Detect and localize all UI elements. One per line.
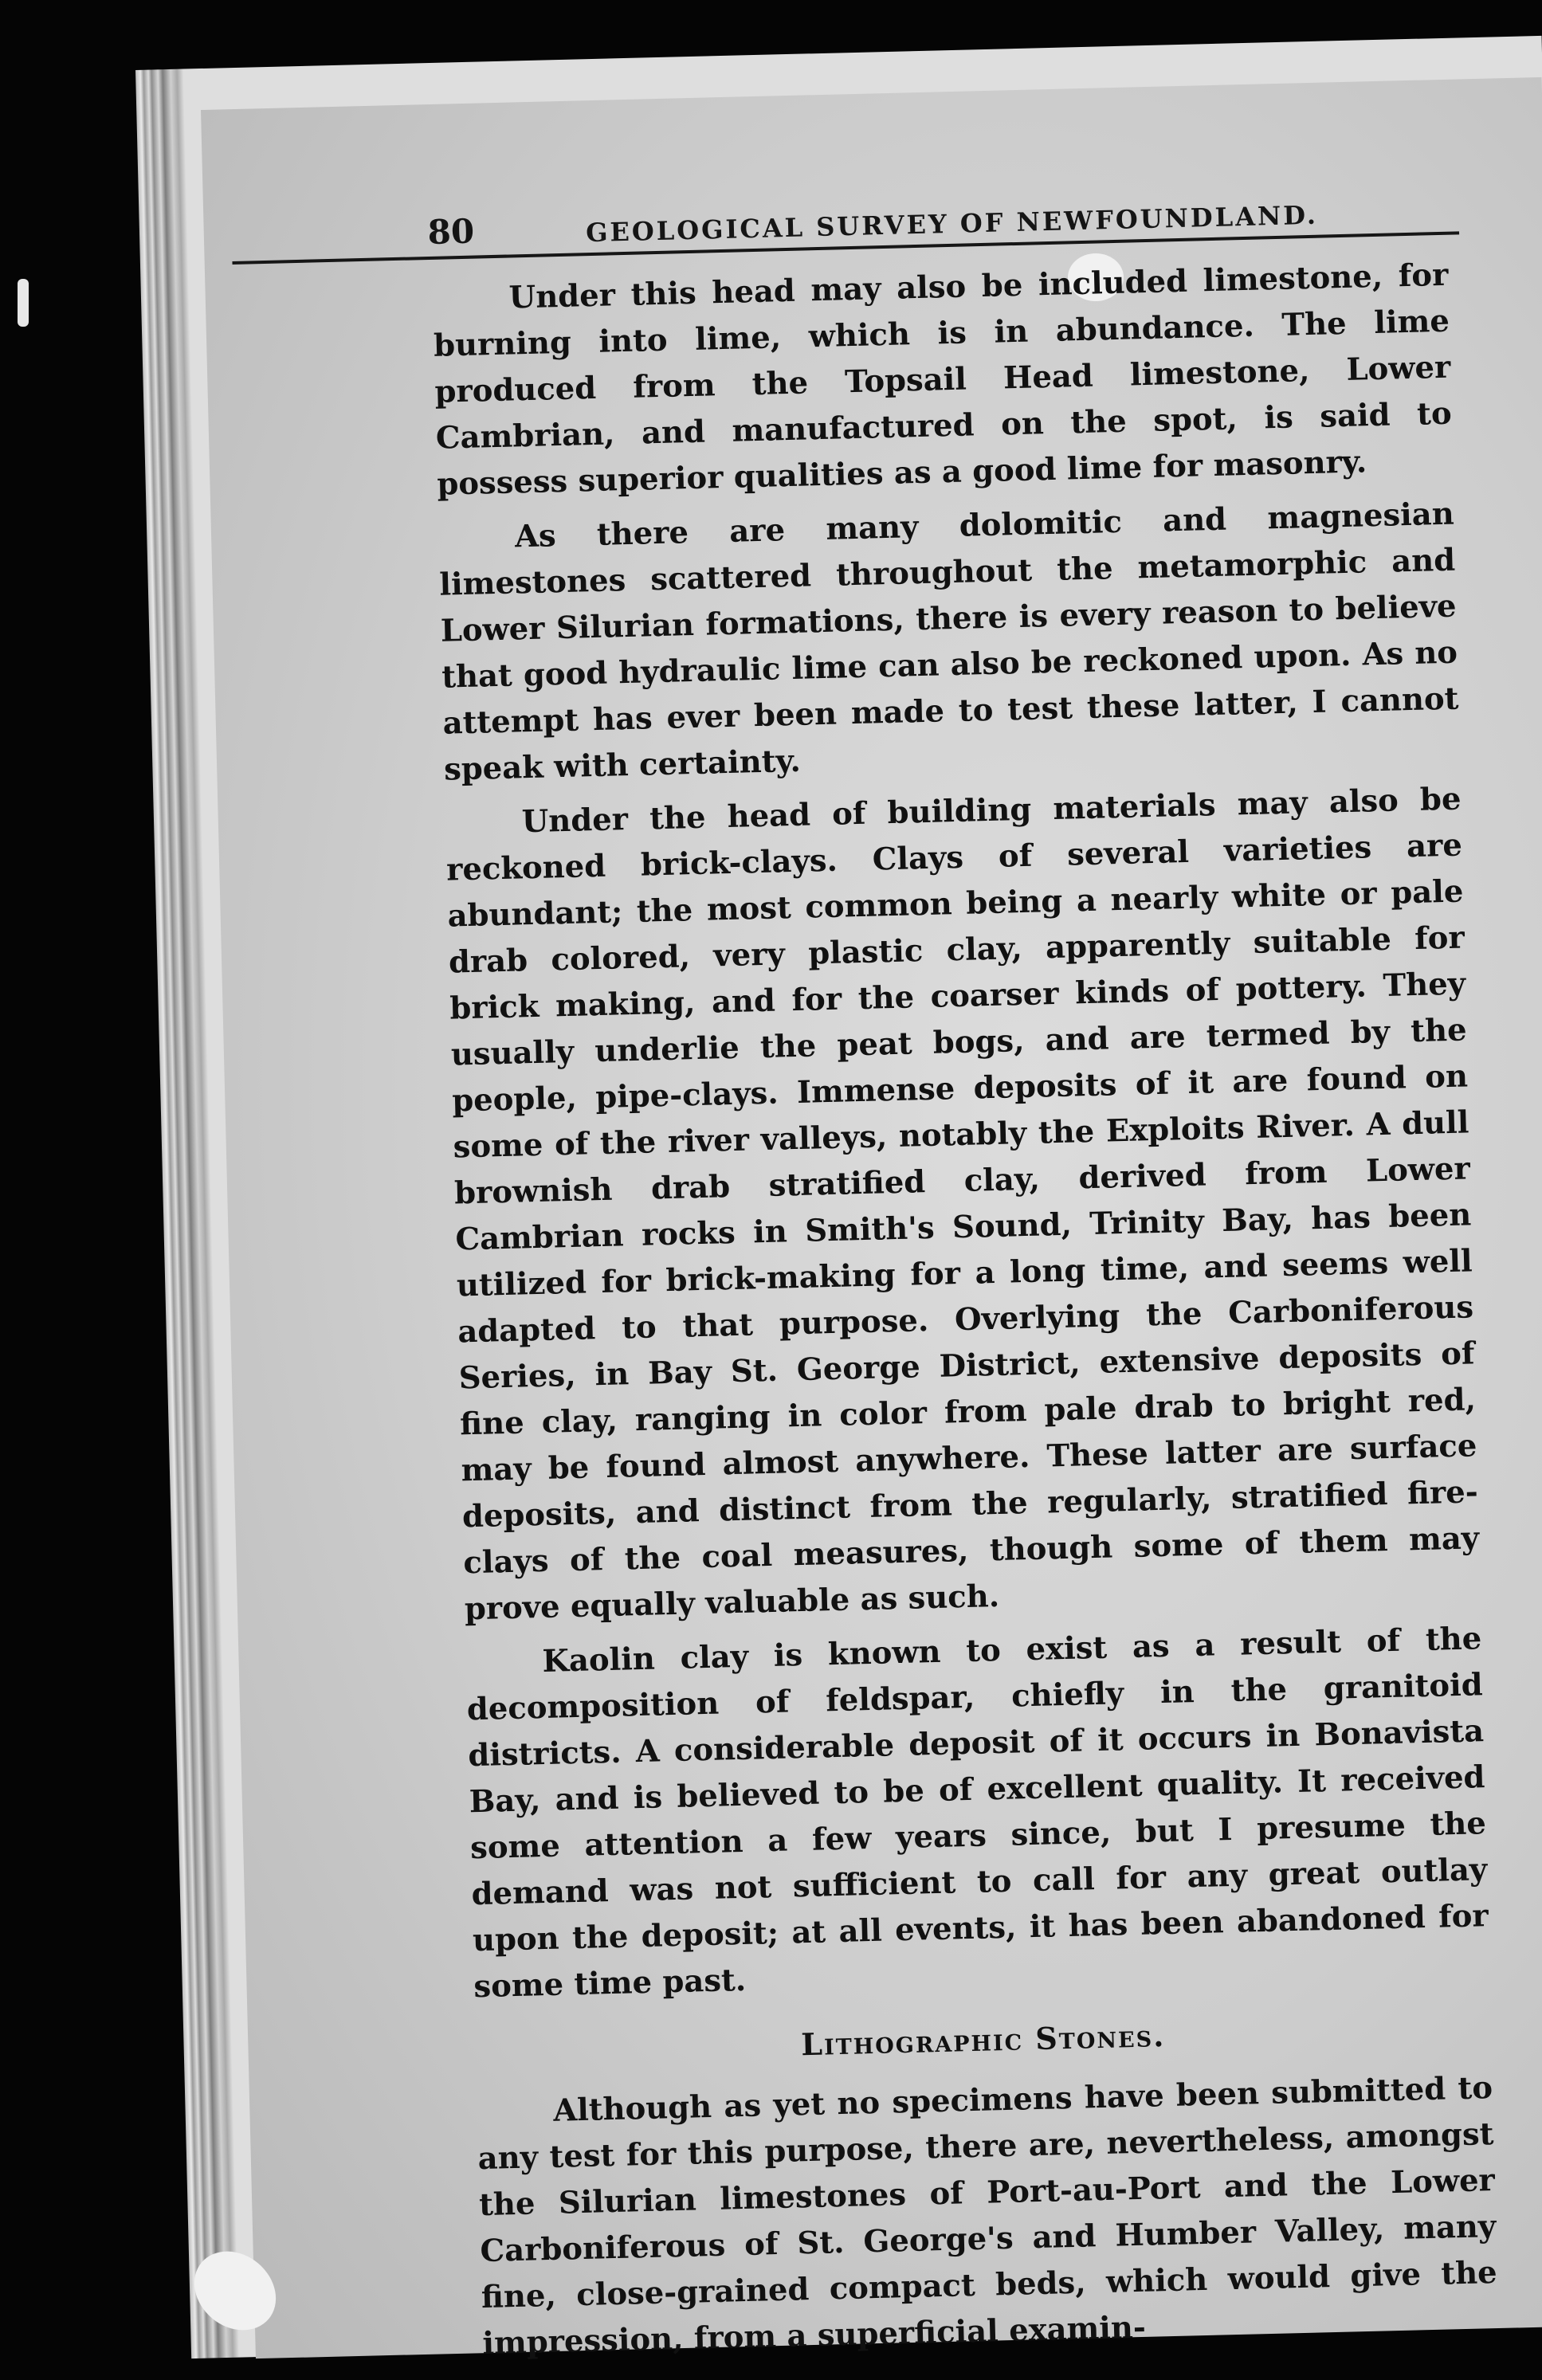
paragraph: Although as yet no specimens have been submitted to any test for this purpose, there are, nevertheless, amongst the Silurian limestones of Port-au-Port and the Lower Carboniferous of St. George's and Humber Valley, many fine, close-grained compact beds, which would give the impression, from a superficial examin- bbox=[477, 2070, 1498, 2362]
body-text bbox=[432, 253, 1499, 2367]
section-heading: Lithographic Stones. bbox=[800, 2017, 1166, 2063]
paragraph: As there are many dolomitic and magnesian limestones scattered throughout the metamorphic and Lower Silurian formations, there is every reason to believe that good hydraulic lime can also be reckoned upon. As no attempt has ever been made to test these latter, I cannot speak with certainty. bbox=[438, 496, 1459, 788]
binding-mark bbox=[18, 279, 29, 327]
page-number: 80 bbox=[427, 211, 475, 252]
paragraph: Under the head of building materials may also be reckoned brick-clays. Clays of several varieties are abundant; the most common being a nearly white or pale drab colored, very plastic clay, apparently suitable for brick making, and for the coarser kinds of pottery. They usually underlie the peat bogs, and are termed by the people, pipe-clays. Immense deposits of it are found on some of the river valleys, notably the Exploits River. A dull brownish drab stratified clay, derived from Lower Cambrian rocks in Smith's Sound, Trinity Bay, has been utilized for brick-making for a long time, and seems well adapted to that purpose. Overlying the Carboniferous Series, in Bay St. George District, extensive deposits of fine clay, ranging in color from pale drab to bright red, may be found almost anywhere. These latter are surface deposits, and distinct from the regularly, stratified fire-clays of the coal measures, though some of them may prove equally valuable as such. bbox=[445, 781, 1480, 1628]
paragraph: Under this head may also be included limestone, for burning into lime, which is in abundance. The lime produced from the Topsail Head limestone, Lower Cambrian, and manufactured on the spot, is said to possess superior qualities as a good lime for masonry. bbox=[433, 257, 1453, 503]
running-head: GEOLOGICAL SURVEY OF NEWFOUNDLAND. bbox=[585, 199, 1319, 249]
paragraph: Kaolin clay is known to exist as a result of the decomposition of feldspar, chiefly in the granitoid districts. A considerable deposit of it occurs in Bonavista Bay, and is believed to be of excellent quality. It received some attention a few years since, but I presume the demand was not sufficient to call for any great outlay upon the deposit; at all events, it has been abandoned for some time past. bbox=[466, 1621, 1489, 2006]
page-content bbox=[231, 183, 1511, 2380]
